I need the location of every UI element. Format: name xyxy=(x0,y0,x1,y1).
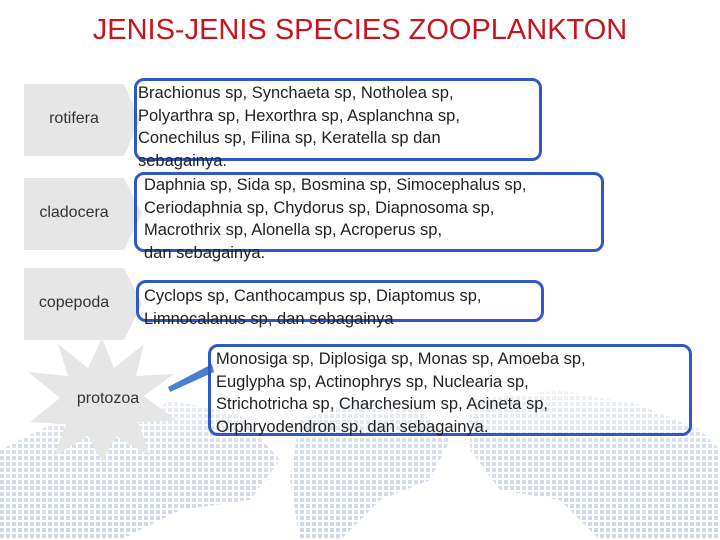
cladocera-species-text: Daphnia sp, Sida sp, Bosmina sp, Simocephalus sp, Ceriodaphnia sp, Chydorus sp, Diapnosoma sp, Macrothrix sp, Alonella sp, Acroperus sp, dan sebagainya. xyxy=(144,176,527,262)
protozoa-label: protozoa xyxy=(76,390,140,407)
rotifera-species-text: Brachionus sp, Synchaeta sp, Notholea sp, Polyarthra sp, Hexorthra sp, Asplanchna sp, Conechilus sp, Filina sp, Keratella sp dan sebagainya. xyxy=(138,84,460,170)
cladocera-label: cladocera xyxy=(39,204,109,221)
protozoa-species-text: Monosiga sp, Diplosiga sp, Monas sp, Amoeba sp, Euglypha sp, Actinophrys sp, Nuclearia sp, Strichotricha sp, Charchesium sp, Acineta sp, Orphryodendron sp, dan sebagainya. xyxy=(216,350,586,436)
copepoda-label: copepoda xyxy=(38,294,110,311)
cladocera-shape xyxy=(24,178,142,250)
rotifera-label: rotifera xyxy=(49,110,99,127)
copepoda-shape xyxy=(24,268,142,340)
protozoa-shape xyxy=(28,338,176,462)
slide-title: JENIS-JENIS SPECIES ZOOPLANKTON xyxy=(92,14,628,46)
copepoda-species-text: Cyclops sp, Canthocampus sp, Diaptomus sp, Limnocalanus sp, dan sebagainya xyxy=(144,287,482,328)
rotifera-shape xyxy=(24,84,140,156)
